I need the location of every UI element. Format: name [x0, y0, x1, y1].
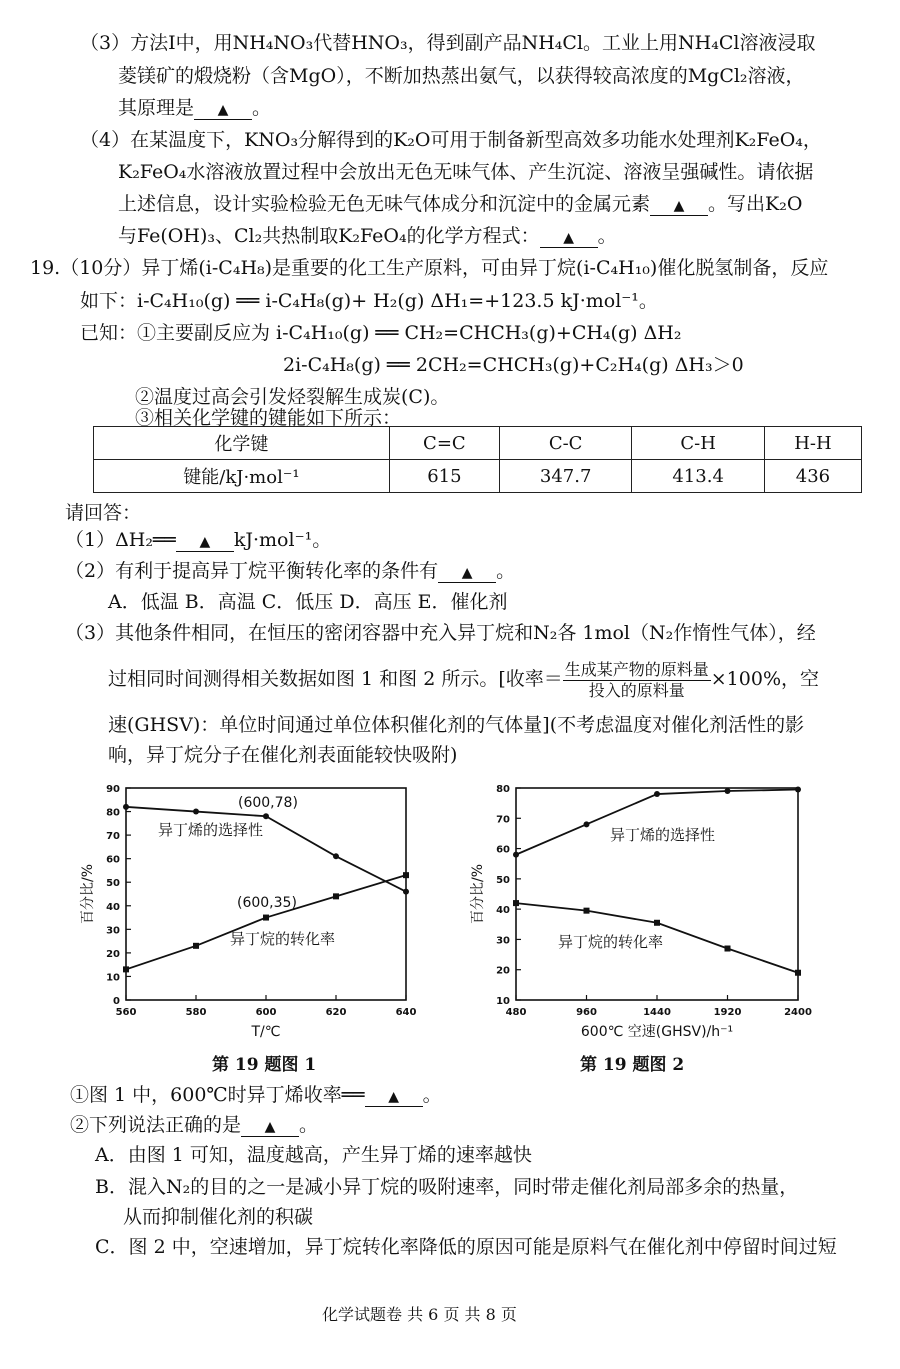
y-tick-label: 30 [106, 925, 120, 937]
answer-blank-q19-3-1[interactable]: ▲ [365, 1088, 423, 1107]
q19-2-end: 。 [496, 560, 516, 582]
table-row [94, 460, 862, 493]
q18-4-line4-end: 。 [597, 225, 617, 247]
x-tick-label: 480 [505, 1007, 527, 1018]
q19-known-3: ③相关化学键的键能如下所示： [135, 407, 402, 429]
q19-1-text: （1）ΔH₂══ [65, 529, 176, 551]
figure-1-chart [70, 778, 450, 1048]
plot-frame [126, 788, 406, 1000]
figure-2-chart [460, 778, 820, 1048]
y-tick-label: 20 [496, 965, 510, 977]
data-point [193, 809, 199, 815]
x-tick-label: 560 [115, 1007, 137, 1018]
answer-blank-q19-2[interactable]: ▲ [438, 564, 496, 583]
data-point [584, 908, 590, 914]
option-b-line1: B．混入N₂的目的之一是减小异丁烷的吸附速率，同时带走催化剂局部多余的热量， [95, 1176, 799, 1198]
table-cell: 347.7 [499, 460, 631, 493]
data-point [193, 943, 199, 949]
data-point [654, 791, 660, 797]
x-axis-label: 600℃ 空速(GHSV)/h⁻¹ [580, 1024, 734, 1040]
table-header-cell: 化学键 [94, 427, 390, 460]
q19-intro-line2: 如下：i-C₄H₁₀(g) ══ i-C₄H₈(g)+ H₂(g) ΔH₁=+123.5 kJ·mol⁻¹。 [80, 290, 658, 312]
series-label: 异丁烯的选择性 [158, 821, 264, 839]
answer-blank-q19-1[interactable]: ▲ [176, 533, 234, 552]
y-tick-label: 70 [106, 831, 120, 843]
data-point [584, 821, 590, 827]
y-tick-label: 10 [106, 972, 120, 984]
y-tick-label: 90 [106, 784, 120, 795]
y-tick-label: 30 [496, 935, 510, 947]
figure-1-caption: 第 19 题图 1 [212, 1055, 317, 1075]
q19-known-2: ②温度过高会引发烃裂解生成炭(C)。 [135, 386, 450, 408]
q19-intro-line1: 19.（10分）异丁烯(i-C₄H₈)是重要的化工生产原料，可由异丁烷(i-C₄H₁₀)催化脱氢制备，反应 [30, 257, 829, 279]
data-point [263, 813, 269, 819]
x-tick-label: 1440 [643, 1007, 671, 1018]
q18-3-line2: 菱镁矿的煅烧粉（含MgO），不断加热蒸出氨气，以获得较高浓度的MgCl₂溶液， [118, 65, 805, 87]
table-header-cell: H-H [764, 427, 861, 460]
x-tick-label: 620 [325, 1007, 347, 1018]
q18-4-line4 [118, 223, 617, 249]
q18-3-line1: （3）方法Ⅰ中，用NH₄NO₃代替HNO₃，得到副产品NH₄Cl。工业上用NH₄Cl溶液浸取 [80, 32, 816, 54]
q19-known-1: 已知：①主要副反应为 i-C₄H₁₀(g) ══ CH₂=CHCH₃(g)+CH₄(g) ΔH₂ [80, 322, 682, 344]
y-tick-label: 10 [496, 996, 510, 1007]
q19-3-sub1-text: ①图 1 中，600℃时异丁烯收率══ [70, 1084, 365, 1106]
x-tick-label: 580 [185, 1007, 207, 1018]
q19-3-line2-end: ×100%，空 [710, 668, 820, 690]
bond-energy-table [93, 426, 862, 493]
x-axis-label: T/℃ [251, 1024, 281, 1040]
series-line [126, 875, 406, 969]
data-point [123, 804, 129, 810]
data-point [654, 920, 660, 926]
x-tick-label: 960 [576, 1007, 597, 1018]
data-point [333, 893, 339, 899]
q18-3-line3 [118, 95, 271, 121]
table-header-cell: C-H [632, 427, 764, 460]
data-point [123, 966, 129, 972]
data-point [403, 889, 409, 895]
y-tick-label: 70 [496, 814, 510, 826]
q18-4-line3-end: 。写出K₂O [708, 193, 803, 215]
x-tick-label: 2400 [784, 1007, 812, 1018]
q18-3-line3-end: 。 [252, 97, 272, 119]
table-cell: 413.4 [632, 460, 764, 493]
data-point [333, 853, 339, 859]
q19-2-text: （2）有利于提高异丁烷平衡转化率的条件有 [65, 560, 439, 582]
q19-1-unit: kJ·mol⁻¹。 [233, 529, 332, 551]
answer-blank-q18-4a[interactable]: ▲ [650, 197, 708, 216]
data-point [513, 900, 519, 906]
table-cell: 436 [764, 460, 861, 493]
q19-known-1b: 2i-C₄H₈(g) ══ 2CH₂=CHCH₃(g)+C₂H₄(g) ΔH₃＞0 [283, 354, 744, 376]
y-tick-label: 80 [106, 807, 120, 819]
table-cell: 键能/kJ·mol⁻¹ [94, 460, 390, 493]
q18-4-line2: K₂FeO₄水溶液放置过程中会放出无色无味气体、产生沉淀、溶液呈强碱性。请依据 [118, 161, 814, 183]
y-tick-label: 50 [496, 874, 510, 886]
table-header-cell: C=C [389, 427, 499, 460]
figure-2-plot [470, 784, 812, 1040]
table-cell: 615 [389, 460, 499, 493]
y-tick-label: 60 [496, 844, 510, 856]
series-label: 异丁烯的选择性 [610, 826, 716, 844]
q19-3-sub2-end: 。 [299, 1114, 319, 1136]
q19-3-sub1-end: 。 [422, 1084, 442, 1106]
data-point [725, 788, 731, 794]
y-axis-label: 百分比/% [80, 863, 96, 925]
y-tick-label: 40 [496, 905, 510, 917]
data-point [513, 852, 519, 858]
series-line [516, 790, 798, 855]
table-header-row [94, 427, 862, 460]
answer-blank-q18-4b[interactable]: ▲ [540, 229, 598, 248]
answer-blank-q18-3[interactable]: ▲ [194, 101, 252, 120]
series-label: 异丁烷的转化率 [558, 933, 664, 951]
q19-3-sub2-text: ②下列说法正确的是 [70, 1114, 242, 1136]
q19-3-line4: 响，异丁烷分子在催化剂表面能较快吸附) [108, 744, 458, 766]
yield-numerator: 生成某产物的原料量 [564, 659, 709, 679]
q18-3-line3-text: 其原理是 [118, 97, 195, 119]
y-tick-label: 50 [106, 878, 120, 890]
q18-4-line1: （4）在某温度下，KNO₃分解得到的K₂O可用于制备新型高效多功能水处理剂K₂FeO₄， [80, 129, 822, 151]
data-point [725, 946, 731, 952]
q19-2-options: A．低温 B．高温 C．低压 D．高压 E．催化剂 [108, 591, 508, 613]
figure-2-caption: 第 19 题图 2 [580, 1055, 685, 1075]
y-tick-label: 40 [106, 901, 120, 913]
q19-3-line2 [108, 654, 819, 704]
option-a: A．由图 1 可知，温度越高，产生异丁烯的速率越快 [95, 1144, 532, 1166]
x-tick-label: 1920 [713, 1007, 742, 1018]
x-tick-label: 600 [255, 1007, 277, 1018]
page-footer: 化学试题卷 共 6 页 共 8 页 [322, 1305, 517, 1324]
q18-4-line3-text: 上述信息，设计实验检验无色无味气体成分和沉淀中的金属元素 [118, 193, 651, 215]
q19-3-sub1 [70, 1082, 442, 1108]
data-point [795, 787, 801, 793]
please-answer: 请回答： [65, 502, 142, 524]
y-tick-label: 80 [496, 784, 510, 795]
yield-fraction [563, 660, 711, 701]
y-axis-label: 百分比/% [470, 863, 486, 925]
q19-3-line2-text: 过相同时间测得相关数据如图 1 和图 2 所示。[收率＝ [108, 668, 563, 690]
series-line [126, 807, 406, 892]
y-tick-label: 60 [106, 854, 120, 866]
option-c: C．图 2 中，空速增加，异丁烷转化率降低的原因可能是原料气在催化剂中停留时间过短 [95, 1236, 837, 1258]
annotation-label: (600,35) [237, 895, 297, 911]
q18-4-line3 [118, 191, 802, 217]
yield-denominator: 投入的原料量 [588, 680, 685, 700]
data-point [403, 872, 409, 878]
annotation-label: (600,78) [238, 795, 298, 811]
y-tick-label: 0 [113, 996, 120, 1007]
answer-blank-q19-3-2[interactable]: ▲ [241, 1118, 299, 1137]
data-point [263, 915, 269, 921]
x-tick-label: 640 [395, 1007, 417, 1018]
option-b-line2: 从而抑制催化剂的积碳 [123, 1206, 314, 1228]
q19-2 [65, 558, 515, 584]
plot-frame [516, 788, 798, 1000]
figure-1-plot [80, 784, 416, 1040]
q19-3-sub2 [70, 1112, 318, 1138]
series-label: 异丁烷的转化率 [230, 930, 336, 948]
q18-4-line4-text: 与Fe(OH)₃、Cl₂共热制取K₂FeO₄的化学方程式： [118, 225, 540, 247]
table-header-cell: C-C [499, 427, 631, 460]
y-tick-label: 20 [106, 948, 120, 960]
q19-3-line3: 速(GHSV)：单位时间通过单位体积催化剂的气体量](不考虑温度对催化剂活性的影 [108, 714, 805, 736]
q19-1 [65, 527, 331, 553]
data-point [795, 970, 801, 976]
q19-3-line1: （3）其他条件相同，在恒压的密闭容器中充入异丁烷和N₂各 1mol（N₂作惰性气体），经 [65, 622, 816, 644]
